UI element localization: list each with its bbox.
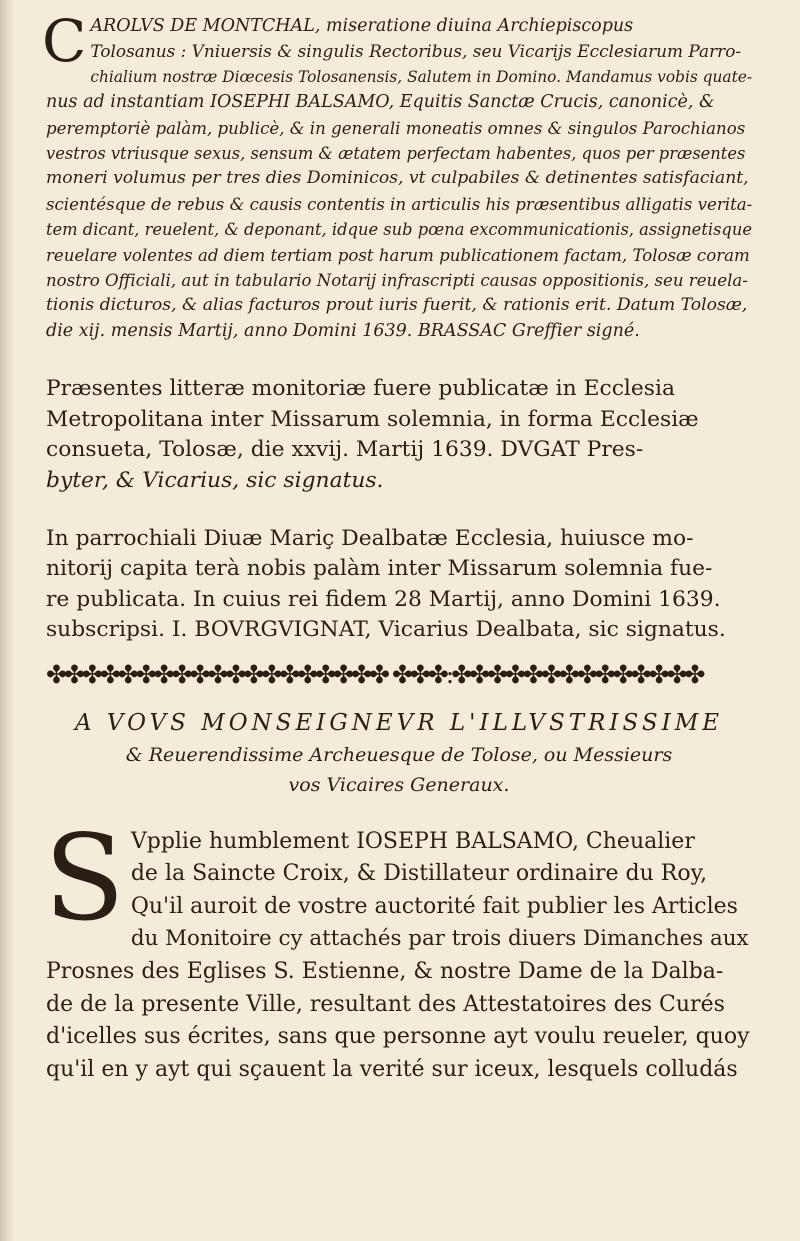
decree-line: Tolosanus : Vniuersis & singulis Rectoribus, seu Vicarijs Ecclesiarum Parro- [90, 41, 742, 62]
page-edge [0, 0, 14, 1241]
decree-line: AROLVS DE MONTCHAL, miseratione diuina Archiepiscopus [90, 16, 634, 36]
petition-line: de de la presente Ville, resultant des Attestatoires des Curés [46, 991, 725, 1017]
petition-line: qu'il en y ayt qui sçauent la verité sur iceux, lesquels colludás [46, 1056, 738, 1082]
petition-dropcap: S [44, 808, 125, 947]
publication-line: consueta, Tolosæ, die xxvij. Martij 1639. DVGAT Pres- [46, 437, 644, 463]
petition-line: de la Saincte Croix, & Distillateur ordinaire du Roy, [130, 861, 708, 887]
decree-line: nostro Officiali, aut in tabulario Notarij infrascripti causas oppositionis, seu reuela- [46, 271, 748, 291]
heading-line-2: & Reuerendissime Archeuesque de Tolose, ou Messieurs [125, 743, 673, 766]
publication-metropolitan [46, 352, 752, 496]
publication-line: byter, & Vicarius, sic signatus. [46, 467, 384, 493]
decree-line: tem dicant, reuelent, & deponant, idque sub pœna excommunicationis, assignetisque [46, 220, 752, 240]
petition-line: Prosnes des Eglises S. Estienne, & nostre Dame de la Dalba- [46, 958, 724, 984]
decree-dropcap: C [42, 7, 87, 75]
publication-line: nitorij capita terà nobis palàm inter Missarum solemnia fue- [46, 556, 713, 582]
petition-block [44, 808, 752, 1087]
ornament-band: ✤✤✤✤✤✤✤✤✤✤✤✤✤✤✤✤✤✤✤ ✤✤✤:✤✤✤✤✤✤✤✤✤✤✤✤✤✤ [46, 661, 703, 688]
heading-line-1: A VOVS MONSEIGNEVR L'ILLVSTRISSIME [74, 709, 724, 736]
publication-line: subscripsi. I. BOVRGVIGNAT, Vicarius Dealbata, sic signatus. [46, 617, 726, 643]
publication-line: re publicata. In cuius rei fidem 28 Martij, anno Domini 1639. [46, 586, 721, 612]
publication-dealbata [46, 504, 752, 646]
decree-line: vestros vtriusque sexus, sensum & ætatem perfectam habentes, quos per præsentes [46, 144, 746, 164]
publication-line: Præsentes litteræ monitoriæ fuere publicatæ in Ecclesia [46, 376, 675, 402]
publication-line: Metropolitana inter Missarum solemnia, in forma Ecclesiæ [46, 406, 699, 432]
decree-line: chialium nostræ Diœcesis Tolosanensis, Salutem in Domino. Mandamus vobis quate- [90, 67, 753, 86]
decree-line: die xij. mensis Martij, anno Domini 1639. BRASSAC Greffier signé. [46, 320, 640, 341]
decree-line: reuelare volentes ad diem tertiam post harum publicationem factam, Tolosæ coram [46, 245, 750, 265]
decree-line: scientésque de rebus & causis contentis in articulis his præsentibus alligatis verita- [46, 194, 753, 214]
publication-line: In parrochiali Diuæ Mariç Dealbatæ Ecclesia, huiusce mo- [46, 525, 694, 551]
decree-line: nus ad instantiam IOSEPHI BALSAMO, Equitis Sanctæ Crucis, canonicè, & [46, 92, 715, 113]
decree-block [42, 7, 753, 344]
decree-line: moneri volumus per tres dies Dominicos, vt culpabiles & detinentes satisfaciant, [46, 168, 749, 189]
decree-line: tionis dicturos, & alias facturos prout iuris fuerit, & rationis erit. Datum Tolosæ, [46, 295, 748, 316]
address-heading [46, 706, 752, 800]
heading-line-3: vos Vicaires Generaux. [288, 773, 510, 796]
petition-line: Qu'il auroit de vostre auctorité fait publier les Articles [130, 893, 738, 919]
decree-line: peremptoriè palàm, publicè, & in generali moneatis omnes & singulos Parochianos [46, 118, 746, 138]
petition-line: du Monitoire cy attachés par trois diuers Dimanches aux [130, 926, 749, 952]
petition-line: Vpplie humblement IOSEPH BALSAMO, Cheualier [130, 828, 695, 854]
petition-line: d'icelles sus écrites, sans que personne ayt voulu reueler, quoy [46, 1024, 750, 1050]
